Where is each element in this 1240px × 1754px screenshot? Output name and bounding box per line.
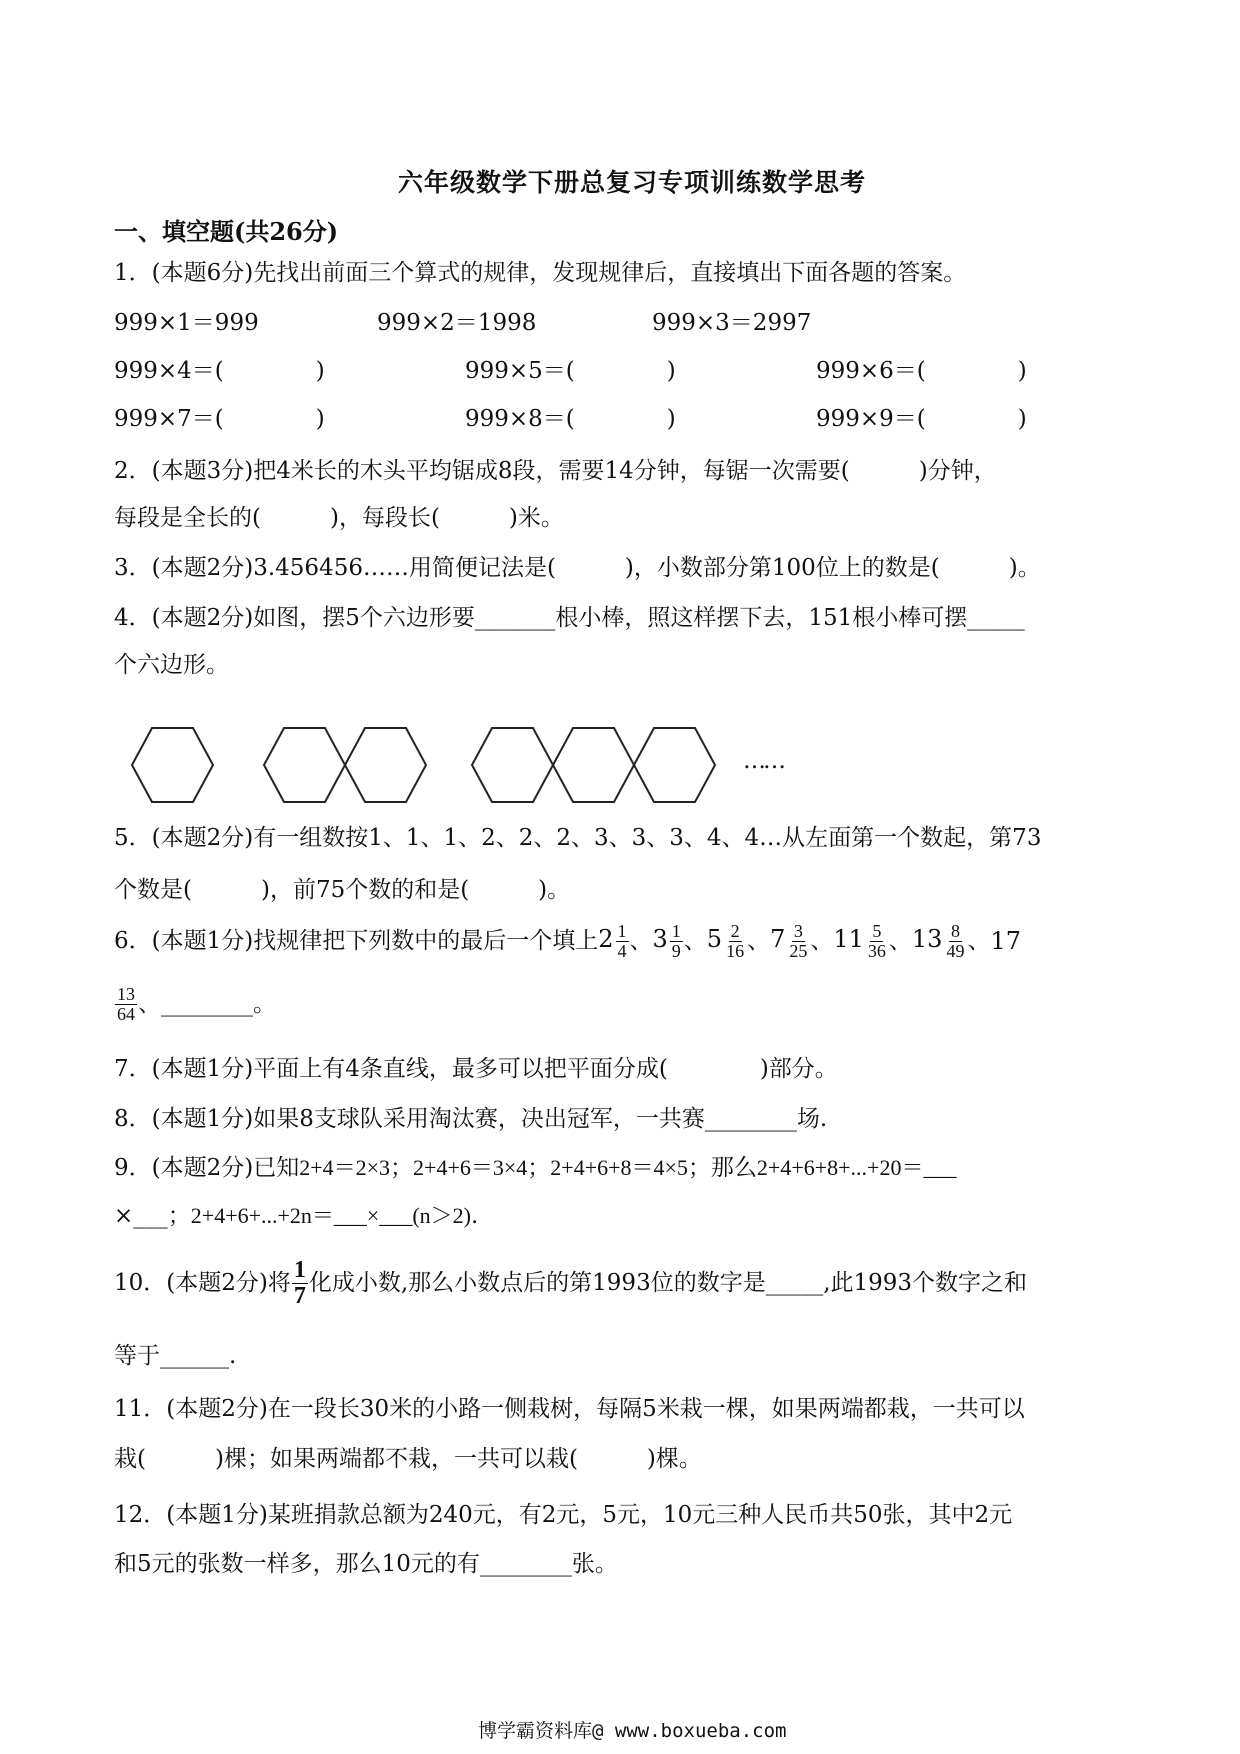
denominator: 9 [671, 940, 681, 961]
q10-suffix: 化成小数,那么小数点后的第1993位的数字是_____,此1993个数字之和 [308, 1269, 1028, 1296]
whole-part: 7 [770, 925, 786, 954]
q1-blank[interactable]: 999×7＝( ) [114, 406, 325, 432]
fraction [787, 922, 809, 961]
question-6-cont [114, 985, 276, 1024]
question-5-cont: 个数是( )，前75个数的和是( )。 [114, 877, 571, 903]
q10-prefix: 10．(本题2分)将 [114, 1269, 291, 1296]
mixed-number [912, 922, 968, 961]
question-7: 7．(本题1分)平面上有4条直线，最多可以把平面分成( )部分。 [114, 1056, 838, 1082]
question-10 [114, 1258, 1027, 1309]
page-title: 六年级数学下册总复习专项训练数学思考 [398, 168, 867, 197]
hexagon-figure [120, 715, 840, 815]
q6-prefix: 6．(本题1分)找规律把下列数中的最后一个填上 [114, 927, 599, 954]
q9-expr: 2+4+6+8+...+20＝___ [756, 1155, 957, 1180]
mixed-number [598, 922, 629, 961]
numerator: 8 [950, 921, 960, 941]
whole-part: 5 [706, 925, 723, 954]
whole-part: 2 [598, 925, 614, 954]
q9-sep: ； [390, 1155, 414, 1181]
whole-part: 13 [911, 925, 943, 954]
mixed-number [770, 922, 810, 961]
hexagon-shape [472, 728, 553, 802]
separator: 、 [810, 927, 834, 954]
fraction [866, 922, 888, 961]
hexagon-shape [553, 728, 634, 802]
question-4: 4．(本题2分)如图，摆5个六边形要_______根小棒，照这样摆下去，151根小棒可摆_____ [114, 605, 1025, 631]
question-5: 5．(本题2分)有一组数按1、1、1、2、2、2、3、3、3、4、4…从左面第一个数起，第73 [114, 825, 1042, 851]
separator: 、 [683, 927, 707, 954]
q9-expr: 2+4＝2×3 [299, 1155, 391, 1180]
question-11: 11．(本题2分)在一段长30米的小路一侧栽树，每隔5米栽一棵，如果两端都栽，一共可以 [114, 1396, 1025, 1422]
question-8: 8．(本题1分)如果8支球队采用淘汰赛，决出冠军，一共赛________场. [114, 1106, 828, 1132]
question-11-cont: 栽( )棵；如果两端都不栽，一共可以栽( )棵。 [114, 1446, 702, 1472]
question-12-cont: 和5元的张数一样多，那么10元的有________张。 [114, 1551, 618, 1577]
question-6 [114, 922, 1022, 961]
fraction [616, 922, 629, 961]
whole-part: 17 [990, 926, 1021, 955]
separator: 、 [967, 927, 991, 954]
hexagon-shape [634, 728, 715, 802]
question-4-cont: 个六边形。 [114, 652, 229, 678]
numerator: 1 [293, 1257, 306, 1283]
mixed-number [707, 922, 747, 961]
numerator: 3 [793, 921, 803, 941]
q9-mid: ；那么 [687, 1155, 757, 1181]
q9-prefix: 9．(本题2分)已知 [114, 1155, 300, 1181]
q1-blank[interactable]: 999×9＝( ) [816, 406, 1027, 432]
mixed-number [653, 922, 684, 961]
fraction [292, 1258, 308, 1309]
q1-eq: 999×2＝1998 [377, 310, 537, 336]
q9-end: . [470, 1203, 479, 1229]
fraction [670, 922, 683, 961]
question-9 [114, 1155, 956, 1183]
continuation-dots: …… [743, 748, 783, 774]
numerator: 13 [117, 984, 135, 1004]
denominator: 64 [117, 1003, 135, 1024]
q9-expr: 2+4+6＝3×4 [413, 1155, 528, 1180]
separator: 、 [888, 927, 912, 954]
hexagon-shape [264, 728, 345, 802]
denominator: 25 [789, 940, 808, 961]
whole-part: 11 [833, 925, 864, 954]
denominator: 36 [867, 940, 886, 961]
q9-expr: 2+4+6+8＝4×5 [550, 1155, 688, 1180]
q9-sep: ； [527, 1155, 551, 1181]
hexagon-shape [345, 728, 426, 802]
numerator: 5 [872, 921, 882, 941]
numerator: 1 [617, 921, 627, 941]
denominator: 16 [726, 940, 745, 961]
q1-blank[interactable]: 999×5＝( ) [465, 358, 676, 384]
separator: 、 [747, 927, 771, 954]
question-10-cont: 等于______. [114, 1343, 237, 1369]
whole-part: 3 [652, 925, 668, 954]
q1-blank[interactable]: 999×8＝( ) [465, 406, 676, 432]
mixed-number [833, 922, 889, 961]
hexagon-shape [132, 728, 213, 802]
q9-expr: 2+4+6+...+2n＝___×___(n＞2) [190, 1203, 471, 1228]
fraction [944, 922, 966, 961]
denominator: 49 [946, 940, 965, 961]
fraction [724, 922, 746, 961]
q1-eq: 999×3＝2997 [652, 310, 812, 336]
denominator: 7 [293, 1283, 306, 1310]
question-9-cont [114, 1203, 478, 1231]
separator: 、 [629, 927, 653, 954]
numerator: 1 [671, 921, 681, 941]
question-12: 12．(本题1分)某班捐款总额为240元，有2元，5元，10元三种人民币共50张，其中2元 [114, 1502, 1013, 1528]
footer-watermark: 博学霸资料库@ www.boxueba.com [478, 1720, 787, 1742]
question-2: 2．(本题3分)把4米长的木头平均锯成8段，需要14分钟，每锯一次需要( )分钟， [114, 458, 997, 484]
section-heading: 一、填空题(共26分) [114, 217, 339, 246]
question-3: 3．(本题2分)3.456456……用简便记法是( )，小数部分第100位上的数是( )。 [114, 555, 1041, 581]
q1-blank[interactable]: 999×6＝( ) [816, 358, 1027, 384]
denominator: 4 [617, 940, 627, 961]
question-2-cont: 每段是全长的( )，每段长( )米。 [114, 505, 564, 531]
q1-blank[interactable]: 999×4＝( ) [114, 358, 325, 384]
q9-line2a: ×___； [114, 1203, 191, 1229]
q6-tail: 、________。 [138, 990, 276, 1017]
numerator: 2 [730, 921, 740, 941]
fraction [115, 985, 137, 1024]
q1-eq: 999×1＝999 [114, 310, 259, 336]
question-1: 1．(本题6分)先找出前面三个算式的规律，发现规律后，直接填出下面各题的答案。 [114, 260, 967, 286]
